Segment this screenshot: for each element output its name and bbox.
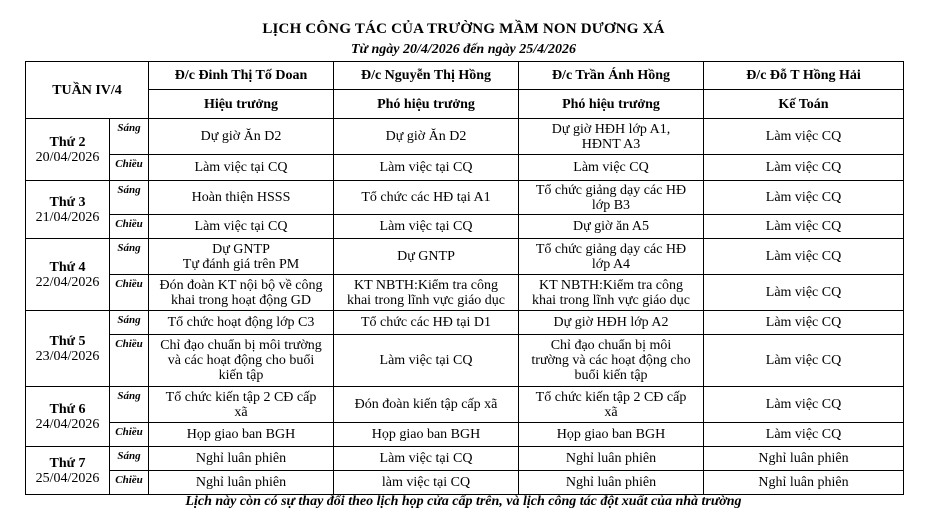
- schedule-cell: Tổ chức kiến tập 2 CĐ cấp xã: [149, 387, 334, 423]
- day-cell: [26, 311, 110, 387]
- schedule-cell: Họp giao ban BGH: [334, 423, 519, 447]
- session-morning: Sáng: [110, 447, 149, 471]
- schedule-cell: Dự giờ HĐH lớp A1, HĐNT A3: [519, 119, 704, 155]
- schedule-cell: KT NBTH:Kiểm tra công khai trong lĩnh vực giáo dục: [519, 275, 704, 311]
- session-morning: Sáng: [110, 311, 149, 335]
- table-row: [26, 181, 904, 215]
- schedule-cell: Tổ chức các HĐ tại A1: [334, 181, 519, 215]
- day-cell: [26, 447, 110, 495]
- table-row: [26, 311, 904, 335]
- schedule-cell: Làm việc tại CQ: [149, 215, 334, 239]
- schedule-cell: Làm việc tại CQ: [334, 335, 519, 387]
- session-morning: Sáng: [110, 387, 149, 423]
- session-afternoon: Chiều: [110, 471, 149, 495]
- day-date: 22/04/2026: [35, 274, 100, 290]
- table-row: [26, 239, 904, 275]
- week-label: TUẦN IV/4: [26, 62, 149, 119]
- staff-role-4: Kế Toán: [704, 90, 904, 119]
- schedule-cell: Nghỉ luân phiên: [519, 471, 704, 495]
- day-name: Thứ 3: [49, 194, 86, 210]
- schedule-cell: Nghỉ luân phiên: [149, 447, 334, 471]
- staff-name-3: Đ/c Trần Ánh Hồng: [519, 62, 704, 90]
- session-morning: Sáng: [110, 239, 149, 275]
- schedule-cell: Nghỉ luân phiên: [519, 447, 704, 471]
- schedule-cell: Chỉ đạo chuẩn bị môi trường và các hoạt động cho buổi kiến tập: [519, 335, 704, 387]
- table-row: [26, 215, 904, 239]
- table-row: [26, 471, 904, 495]
- schedule-cell: KT NBTH:Kiểm tra công khai trong lĩnh vực giáo dục: [334, 275, 519, 311]
- schedule-cell: Làm việc CQ: [704, 335, 904, 387]
- schedule-cell: làm việc tại CQ: [334, 471, 519, 495]
- schedule-cell: Làm việc tại CQ: [149, 155, 334, 181]
- schedule-cell: Hoàn thiện HSSS: [149, 181, 334, 215]
- day-date: 20/04/2026: [35, 149, 100, 165]
- day-name: Thứ 4: [49, 259, 86, 275]
- day-cell: [26, 181, 110, 239]
- footer-note: Lịch này còn có sự thay đổi theo lịch họp cửa cấp trên, và lịch công tác đột xuất của nhà trường: [185, 494, 742, 509]
- day-date: 24/04/2026: [35, 416, 100, 432]
- schedule-cell: Làm việc CQ: [704, 215, 904, 239]
- schedule-cell: Nghỉ luân phiên: [704, 471, 904, 495]
- session-afternoon: Chiều: [110, 215, 149, 239]
- day-date: 23/04/2026: [35, 348, 100, 364]
- table-row: [26, 155, 904, 181]
- schedule-cell: Tổ chức hoạt động lớp C3: [149, 311, 334, 335]
- day-date: 25/04/2026: [35, 470, 100, 486]
- schedule-cell: Làm việc CQ: [704, 275, 904, 311]
- day-name: Thứ 2: [49, 134, 86, 150]
- schedule-cell: Làm việc tại CQ: [334, 215, 519, 239]
- day-cell: [26, 387, 110, 447]
- schedule-cell: Dự giờ Ăn D2: [149, 119, 334, 155]
- table-row: [26, 335, 904, 387]
- document-subtitle: Từ ngày 20/4/2026 đến ngày 25/4/2026: [351, 42, 576, 57]
- staff-name-2: Đ/c Nguyễn Thị Hồng: [334, 62, 519, 90]
- table-row: [26, 119, 904, 155]
- schedule-cell: Tổ chức các HĐ tại D1: [334, 311, 519, 335]
- table-row: [26, 275, 904, 311]
- staff-role-1: Hiệu trưởng: [149, 90, 334, 119]
- schedule-cell: Làm việc CQ: [704, 119, 904, 155]
- schedule-cell: Làm việc CQ: [704, 239, 904, 275]
- session-afternoon: Chiều: [110, 155, 149, 181]
- table-row: [26, 423, 904, 447]
- schedule-cell: Dự GNTP: [334, 239, 519, 275]
- document-title: LỊCH CÔNG TÁC CỦA TRƯỜNG MẦM NON DƯƠNG XÁ: [262, 21, 665, 37]
- day-name: Thứ 7: [49, 455, 86, 471]
- schedule-cell: Làm việc CQ: [704, 311, 904, 335]
- session-afternoon: Chiều: [110, 335, 149, 387]
- day-name: Thứ 5: [49, 333, 86, 349]
- day-cell: [26, 119, 110, 181]
- day-date: 21/04/2026: [35, 209, 100, 225]
- schedule-cell: Đón đoàn kiến tập cấp xã: [334, 387, 519, 423]
- schedule-cell: Làm việc CQ: [704, 181, 904, 215]
- schedule-cell: Làm việc CQ: [704, 155, 904, 181]
- schedule-cell: Tổ chức giảng dạy các HĐ lớp B3: [519, 181, 704, 215]
- session-morning: Sáng: [110, 119, 149, 155]
- schedule-cell: Làm việc tại CQ: [334, 155, 519, 181]
- schedule-cell: Làm việc CQ: [704, 423, 904, 447]
- schedule-cell: Nghỉ luân phiên: [149, 471, 334, 495]
- schedule-cell: Dự GNTP Tự đánh giá trên PM: [149, 239, 334, 275]
- schedule-cell: Nghỉ luân phiên: [704, 447, 904, 471]
- schedule-cell: Dự giờ Ăn D2: [334, 119, 519, 155]
- schedule-cell: Họp giao ban BGH: [149, 423, 334, 447]
- day-cell: [26, 239, 110, 311]
- schedule-table: [25, 61, 904, 495]
- schedule-cell: Họp giao ban BGH: [519, 423, 704, 447]
- session-afternoon: Chiều: [110, 275, 149, 311]
- table-row: [26, 447, 904, 471]
- staff-role-2: Phó hiệu trưởng: [334, 90, 519, 119]
- schedule-cell: Tổ chức giảng dạy các HĐ lớp A4: [519, 239, 704, 275]
- schedule-cell: Làm việc tại CQ: [334, 447, 519, 471]
- table-row: [26, 387, 904, 423]
- schedule-cell: Làm việc CQ: [519, 155, 704, 181]
- day-name: Thứ 6: [49, 401, 86, 417]
- session-afternoon: Chiều: [110, 423, 149, 447]
- schedule-cell: Chỉ đạo chuẩn bị môi trường và các hoạt động cho buổi kiến tập: [149, 335, 334, 387]
- schedule-cell: Tổ chức kiến tập 2 CĐ cấp xã: [519, 387, 704, 423]
- schedule-cell: Dự giờ HĐH lớp A2: [519, 311, 704, 335]
- staff-role-3: Phó hiệu trưởng: [519, 90, 704, 119]
- schedule-cell: Dự giờ ăn A5: [519, 215, 704, 239]
- schedule-cell: Làm việc CQ: [704, 387, 904, 423]
- staff-name-4: Đ/c Đỗ T Hồng Hải: [704, 62, 904, 90]
- session-morning: Sáng: [110, 181, 149, 215]
- staff-name-1: Đ/c Đinh Thị Tố Doan: [149, 62, 334, 90]
- schedule-cell: Đón đoàn KT nội bộ về công khai trong hoạt động GD: [149, 275, 334, 311]
